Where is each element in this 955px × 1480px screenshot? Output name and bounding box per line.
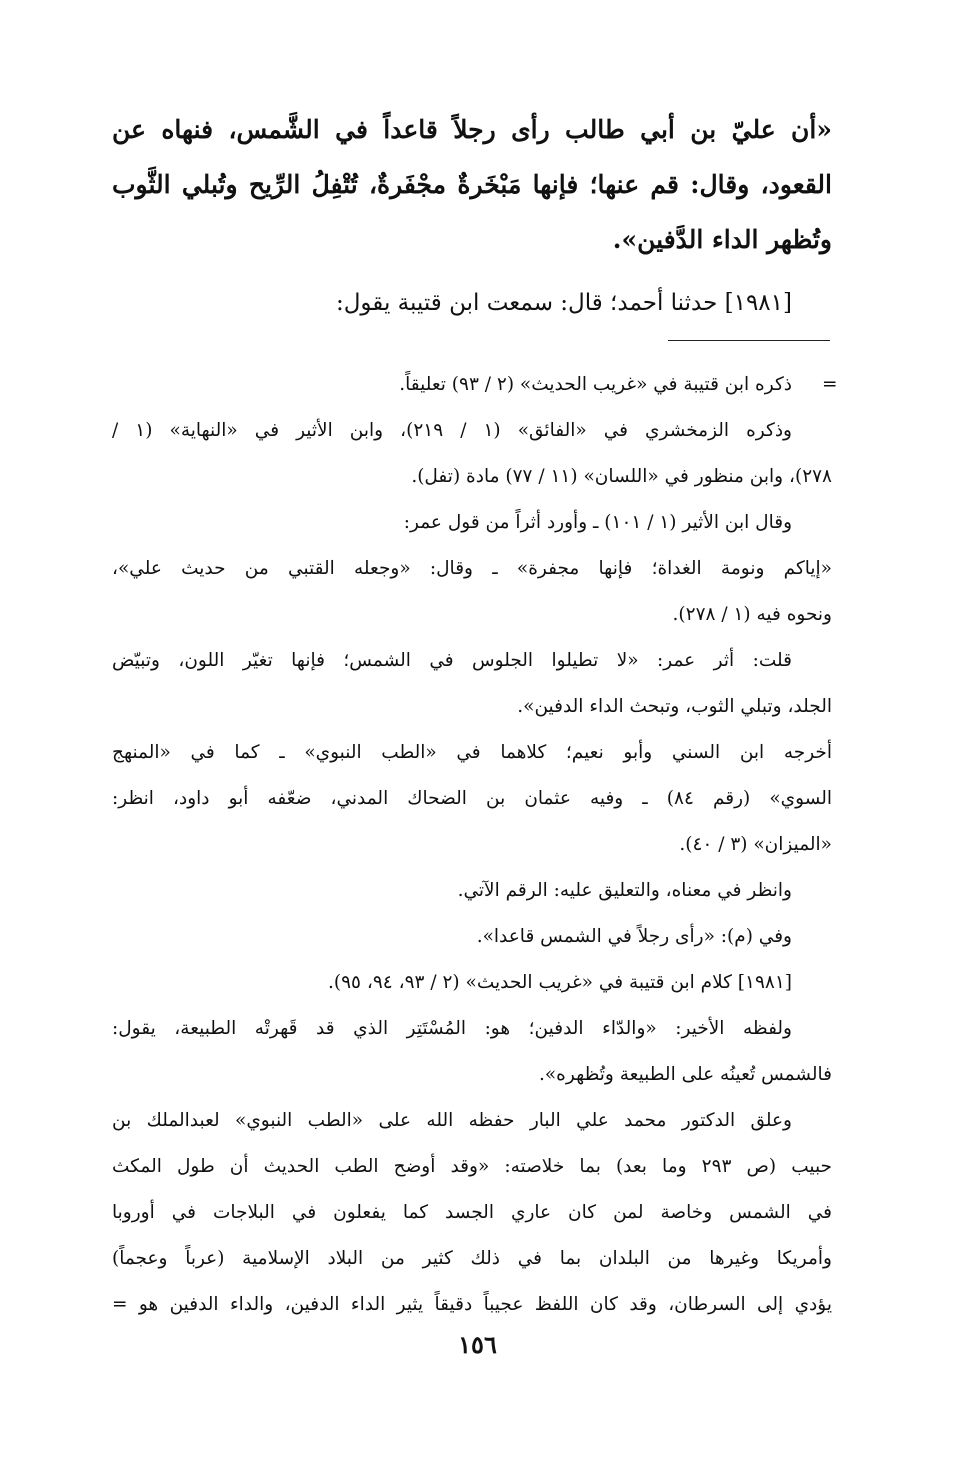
footnote-line: فالشمس تُعينُه على الطبيعة وتُظهره».	[538, 1064, 832, 1085]
footnote-line: وفي (م): «رأى رجلاً في الشمس قاعدا».	[476, 926, 792, 947]
footnote-line: وقال ابن الأثير (١ / ١٠١) ـ وأورد أثراً من قول عمر:	[403, 512, 792, 533]
main-text-line: «أن عليّ بن أبي طالب رأى رجلاً قاعداً في الشَّمس، فنهاه عن	[112, 115, 832, 144]
footnote-line: يؤدي إلى السرطان، وقد كان اللفظ عجيباً دقيقاً يثير الداء الدفين، والداء الدفين هو =	[112, 1294, 832, 1315]
footnote-line: وعلق الدكتور محمد علي البار حفظه الله على «الطب النبوي» لعبدالملك بن	[112, 1110, 792, 1131]
footnote-line: قلت: أثر عمر: «لا تطيلوا الجلوس في الشمس؛ فإنها تغيّر اللون، وتبيّض	[112, 650, 792, 671]
page-number: ١٥٦	[458, 1330, 497, 1359]
footnote-line: حبيب (ص ٢٩٣ وما بعد) بما خلاصته: «وقد أوضح الطب الحديث أن طول المكث	[112, 1156, 832, 1177]
main-text-line: القعود، وقال: قم عنها؛ فإنها مَبْخَرةٌ مجْفَرةٌ، تُتْفِلُ الرِّيح وتُبلي الثَّوب	[112, 170, 832, 199]
footnote-separator	[668, 340, 830, 341]
footnote-line: وأمريكا وغيرها من البلدان بما في ذلك كثير من البلاد الإسلامية (عرباً وعجماً)	[112, 1248, 832, 1269]
footnote-line: السوي» (رقم ٨٤) ـ وفيه عثمان بن الضحاك المدني، ضعّفه أبو داود، انظر:	[112, 788, 832, 809]
footnote-line: في الشمس وخاصة لمن كان عاري الجسد كما يفعلون في البلاجات في أوروبا	[112, 1202, 832, 1223]
footnote-line: ولفظه الأخير: «والدّاء الدفين؛ هو: المُسْتَتِر الذي قد قَهرتْه الطبيعة، يقول:	[112, 1018, 792, 1039]
footnote-line: وانظر في معناه، والتعليق عليه: الرقم الآتي.	[457, 880, 792, 901]
footnote-line: ونحوه فيه (١ / ٢٧٨).	[672, 604, 832, 625]
footnote-line: ذكره ابن قتيبة في «غريب الحديث» (٢ / ٩٣) تعليقاً.	[399, 374, 792, 395]
footnote-line: ٢٧٨)، وابن منظور في «اللسان» (١١ / ٧٧) مادة (تفل).	[411, 466, 832, 487]
footnote-line: «إياكم ونومة الغداة؛ فإنها مجفرة» ـ وقال: «وجعله القتبي من حديث علي»،	[112, 558, 832, 579]
continuation-mark: =	[822, 374, 838, 395]
footnote-line: أخرجه ابن السني وأبو نعيم؛ كلاهما في «الطب النبوي» ـ كما في «المنهج	[112, 742, 832, 763]
footnote-line: وذكره الزمخشري في «الفائق» (١ / ٢١٩)، وابن الأثير في «النهاية» (١ /	[112, 420, 792, 441]
footnote-line: «الميزان» (٣ / ٤٠).	[679, 834, 832, 855]
main-text-line: وتُظهر الداء الدَّفين».	[612, 225, 832, 254]
footnote-line: [١٩٨١] كلام ابن قتيبة في «غريب الحديث» (٢ / ٩٣، ٩٤، ٩٥).	[328, 972, 792, 993]
next-narration: [١٩٨١] حدثنا أحمد؛ قال: سمعت ابن قتيبة يقول:	[335, 290, 792, 316]
footnote-line: الجلد، وتبلي الثوب، وتبحث الداء الدفين».	[517, 696, 832, 717]
